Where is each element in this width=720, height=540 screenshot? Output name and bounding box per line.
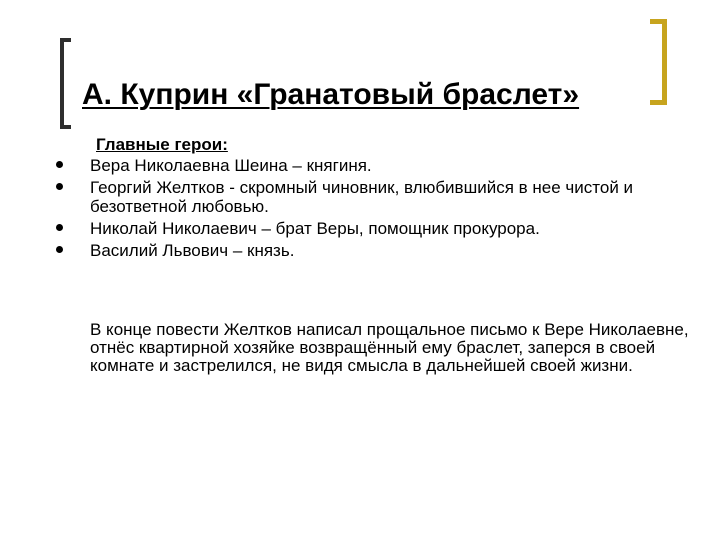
characters-list <box>56 156 696 263</box>
summary-paragraph: В конце повести Желтков написал прощальное письмо к Вере Николаевне, отнёс квартирной хозяйке возвращённый ему браслет, заперся в своей комнате и застрелился, не видя смысла в дальнейшей своей жизни. <box>90 320 689 375</box>
list-item-text: Василий Львович – князь. <box>90 241 295 260</box>
main-characters-heading: Главные герои: <box>96 135 228 154</box>
left-bracket-decoration <box>60 38 71 129</box>
list-item <box>56 178 696 216</box>
list-item <box>56 219 696 238</box>
bullet-icon <box>56 183 63 190</box>
list-item <box>56 241 696 260</box>
right-bracket-decoration <box>650 19 667 105</box>
bullet-icon <box>56 224 63 231</box>
slide-title: А. Куприн «Гранатовый браслет» <box>82 78 580 111</box>
list-item-text: Николай Николаевич – брат Веры, помощник прокурора. <box>90 219 540 238</box>
bullet-icon <box>56 246 63 253</box>
list-item-text: Георгий Желтков - скромный чиновник, влюбившийся в нее чистой и безответной любовью. <box>90 178 634 216</box>
list-item <box>56 156 696 175</box>
bullet-icon <box>56 161 63 168</box>
list-item-text: Вера Николаевна Шеина – княгиня. <box>90 156 372 175</box>
